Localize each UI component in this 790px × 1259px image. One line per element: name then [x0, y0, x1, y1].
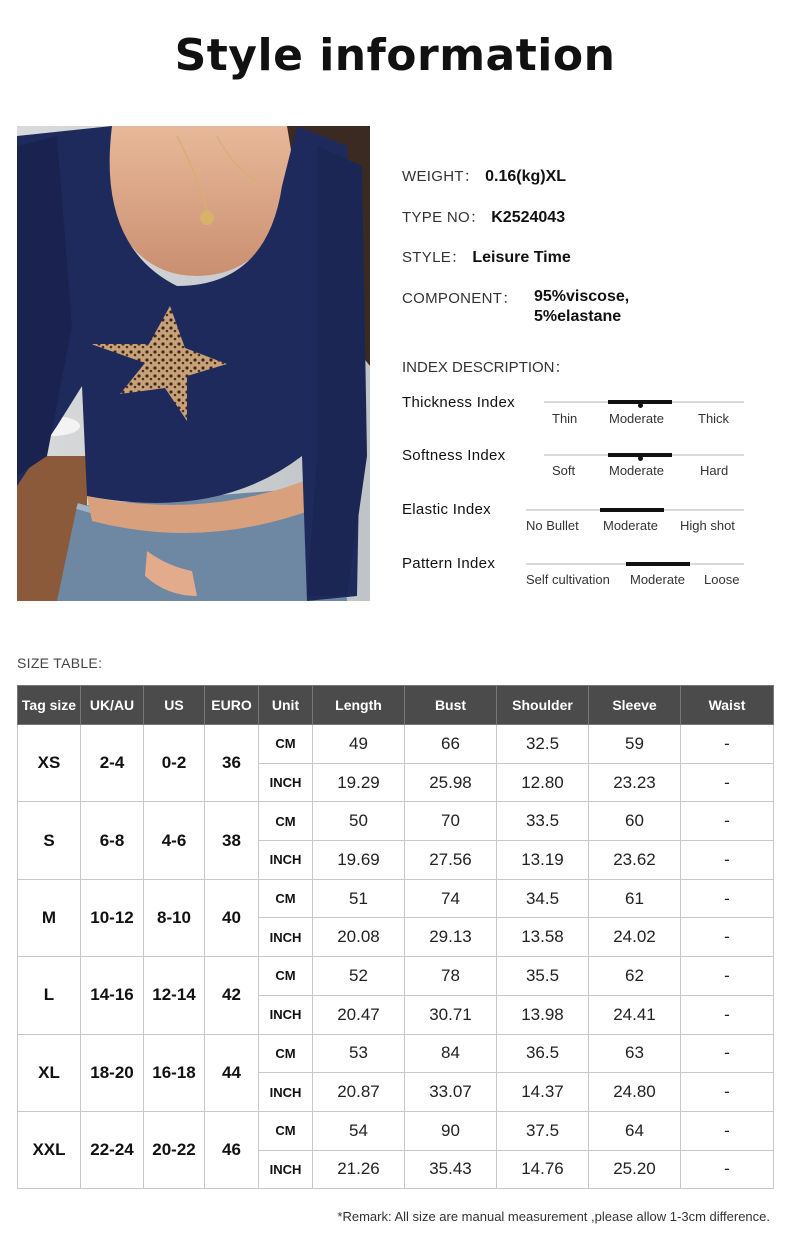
unit-inch-cell: INCH	[259, 841, 313, 880]
euro-cell: 38	[205, 802, 259, 879]
sleeve-cell: 25.20	[589, 1150, 681, 1189]
uk-au-cell: 22-24	[81, 1111, 144, 1188]
waist-cell: -	[681, 841, 774, 880]
shoulder-cell: 13.58	[497, 918, 589, 957]
bust-cell: 70	[405, 802, 497, 841]
sleeve-cell: 24.02	[589, 918, 681, 957]
bust-cell: 66	[405, 725, 497, 764]
type-label: TYPE NO：	[402, 209, 486, 226]
pattern-index-bar	[526, 563, 744, 565]
bust-cell: 78	[405, 957, 497, 996]
header-waist: Waist	[681, 686, 774, 725]
bust-cell: 33.07	[405, 1073, 497, 1112]
shoulder-cell: 13.98	[497, 995, 589, 1034]
euro-cell: 40	[205, 879, 259, 956]
uk-au-cell: 10-12	[81, 879, 144, 956]
size-table-label: SIZE TABLE:	[17, 655, 103, 671]
tag-size-cell: M	[18, 879, 81, 956]
shoulder-cell: 14.76	[497, 1150, 589, 1189]
thickness-index-bar	[544, 401, 744, 403]
product-photo	[17, 126, 370, 601]
sleeve-cell: 61	[589, 879, 681, 918]
table-row	[18, 725, 774, 764]
header-sleeve: Sleeve	[589, 686, 681, 725]
thickness-label-low: Thin	[552, 411, 578, 426]
softness-label-high: Hard	[700, 463, 729, 478]
unit-cm-cell: CM	[259, 1034, 313, 1073]
unit-inch-cell: INCH	[259, 763, 313, 802]
tag-size-cell: S	[18, 802, 81, 879]
length-cell: 51	[313, 879, 405, 918]
type-value: K2524043	[491, 209, 566, 226]
component-value	[534, 287, 629, 327]
length-cell: 49	[313, 725, 405, 764]
unit-cm-cell: CM	[259, 802, 313, 841]
table-row	[18, 1111, 774, 1150]
header-euro: EURO	[205, 686, 259, 725]
shoulder-cell: 12.80	[497, 763, 589, 802]
waist-cell: -	[681, 763, 774, 802]
component-value-line-2: 5%elastane	[534, 308, 622, 325]
waist-cell: -	[681, 957, 774, 996]
bust-cell: 35.43	[405, 1150, 497, 1189]
unit-inch-cell: INCH	[259, 1073, 313, 1112]
shoulder-cell: 34.5	[497, 879, 589, 918]
waist-cell: -	[681, 879, 774, 918]
shoulder-cell: 36.5	[497, 1034, 589, 1073]
uk-au-cell: 2-4	[81, 725, 144, 802]
header-shoulder: Shoulder	[497, 686, 589, 725]
tag-size-cell: L	[18, 957, 81, 1034]
bust-cell: 90	[405, 1111, 497, 1150]
header-uk-au: UK/AU	[81, 686, 144, 725]
shoulder-cell: 32.5	[497, 725, 589, 764]
page-title: Style information	[174, 30, 616, 81]
header-us: US	[144, 686, 205, 725]
uk-au-cell: 14-16	[81, 957, 144, 1034]
table-row	[18, 1034, 774, 1073]
softness-label-mid: Moderate	[609, 463, 664, 478]
size-table-body	[18, 725, 774, 1189]
us-cell: 0-2	[144, 725, 205, 802]
uk-au-cell: 6-8	[81, 802, 144, 879]
pattern-index-selected	[626, 562, 690, 566]
header-unit: Unit	[259, 686, 313, 725]
bust-cell: 25.98	[405, 763, 497, 802]
euro-cell: 42	[205, 957, 259, 1034]
length-cell: 20.87	[313, 1073, 405, 1112]
size-table	[17, 685, 774, 1189]
component-row	[402, 287, 782, 329]
length-cell: 21.26	[313, 1150, 405, 1189]
waist-cell: -	[681, 725, 774, 764]
thickness-index-marker	[638, 403, 643, 408]
sleeve-cell: 23.62	[589, 841, 681, 880]
type-row	[402, 206, 565, 227]
unit-cm-cell: CM	[259, 1111, 313, 1150]
waist-cell: -	[681, 1034, 774, 1073]
sleeve-cell: 64	[589, 1111, 681, 1150]
tag-size-cell: XS	[18, 725, 81, 802]
length-cell: 19.29	[313, 763, 405, 802]
shoulder-cell: 33.5	[497, 802, 589, 841]
elastic-label-high: High shot	[680, 518, 735, 533]
elastic-label-low: No Bullet	[526, 518, 579, 533]
sleeve-cell: 59	[589, 725, 681, 764]
pattern-label-mid: Moderate	[630, 572, 685, 587]
sleeve-cell: 24.41	[589, 995, 681, 1034]
style-value: Leisure Time	[472, 249, 571, 266]
softness-label-low: Soft	[552, 463, 576, 478]
tag-size-cell: XL	[18, 1034, 81, 1111]
style-label: STYLE：	[402, 249, 467, 266]
unit-cm-cell: CM	[259, 957, 313, 996]
shoulder-cell: 37.5	[497, 1111, 589, 1150]
header-tag-size: Tag size	[18, 686, 81, 725]
sleeve-cell: 24.80	[589, 1073, 681, 1112]
length-cell: 19.69	[313, 841, 405, 880]
header-length: Length	[313, 686, 405, 725]
index-description-heading: INDEX DESCRIPTION：	[402, 359, 570, 376]
us-cell: 20-22	[144, 1111, 205, 1188]
sleeve-cell: 23.23	[589, 763, 681, 802]
thickness-label-high: Thick	[698, 411, 730, 426]
softness-index-bar	[544, 454, 744, 456]
waist-cell: -	[681, 1150, 774, 1189]
table-row	[18, 802, 774, 841]
us-cell: 12-14	[144, 957, 205, 1034]
sleeve-cell: 62	[589, 957, 681, 996]
bust-cell: 30.71	[405, 995, 497, 1034]
shoulder-cell: 13.19	[497, 841, 589, 880]
waist-cell: -	[681, 1073, 774, 1112]
pattern-index-name: Pattern Index	[402, 555, 496, 572]
length-cell: 53	[313, 1034, 405, 1073]
style-row	[402, 246, 571, 267]
component-label: COMPONENT：	[402, 290, 518, 307]
weight-value: 0.16(kg)XL	[485, 168, 567, 185]
waist-cell: -	[681, 802, 774, 841]
elastic-index-name: Elastic Index	[402, 501, 491, 518]
pattern-label-high: Loose	[704, 572, 740, 587]
sleeve-cell: 63	[589, 1034, 681, 1073]
length-cell: 50	[313, 802, 405, 841]
thickness-index-name: Thickness Index	[402, 394, 515, 411]
shoulder-cell: 14.37	[497, 1073, 589, 1112]
waist-cell: -	[681, 918, 774, 957]
softness-index-name: Softness Index	[402, 447, 506, 464]
table-row	[18, 957, 774, 996]
us-cell: 4-6	[144, 802, 205, 879]
unit-cm-cell: CM	[259, 725, 313, 764]
unit-cm-cell: CM	[259, 879, 313, 918]
size-table-header-row	[18, 686, 774, 725]
unit-inch-cell: INCH	[259, 918, 313, 957]
component-value-line-1: 95%viscose,	[534, 288, 630, 305]
euro-cell: 46	[205, 1111, 259, 1188]
euro-cell: 44	[205, 1034, 259, 1111]
elastic-label-mid: Moderate	[603, 518, 658, 533]
thickness-label-mid: Moderate	[609, 411, 664, 426]
remark-text: *Remark: All size are manual measurement ,please allow 1-3cm difference.	[337, 1209, 770, 1224]
bust-cell: 27.56	[405, 841, 497, 880]
sleeve-cell: 60	[589, 802, 681, 841]
bust-cell: 84	[405, 1034, 497, 1073]
length-cell: 20.47	[313, 995, 405, 1034]
weight-row	[402, 165, 566, 186]
tag-size-cell: XXL	[18, 1111, 81, 1188]
us-cell: 16-18	[144, 1034, 205, 1111]
unit-inch-cell: INCH	[259, 1150, 313, 1189]
elastic-index-selected	[600, 508, 664, 512]
bust-cell: 29.13	[405, 918, 497, 957]
table-row	[18, 879, 774, 918]
elastic-index-bar	[526, 509, 744, 511]
waist-cell: -	[681, 995, 774, 1034]
euro-cell: 36	[205, 725, 259, 802]
length-cell: 54	[313, 1111, 405, 1150]
weight-label: WEIGHT：	[402, 168, 480, 185]
length-cell: 20.08	[313, 918, 405, 957]
shoulder-cell: 35.5	[497, 957, 589, 996]
bust-cell: 74	[405, 879, 497, 918]
header-bust: Bust	[405, 686, 497, 725]
uk-au-cell: 18-20	[81, 1034, 144, 1111]
waist-cell: -	[681, 1111, 774, 1150]
length-cell: 52	[313, 957, 405, 996]
pattern-label-low: Self cultivation	[526, 572, 610, 587]
softness-index-marker	[638, 456, 643, 461]
us-cell: 8-10	[144, 879, 205, 956]
unit-inch-cell: INCH	[259, 995, 313, 1034]
